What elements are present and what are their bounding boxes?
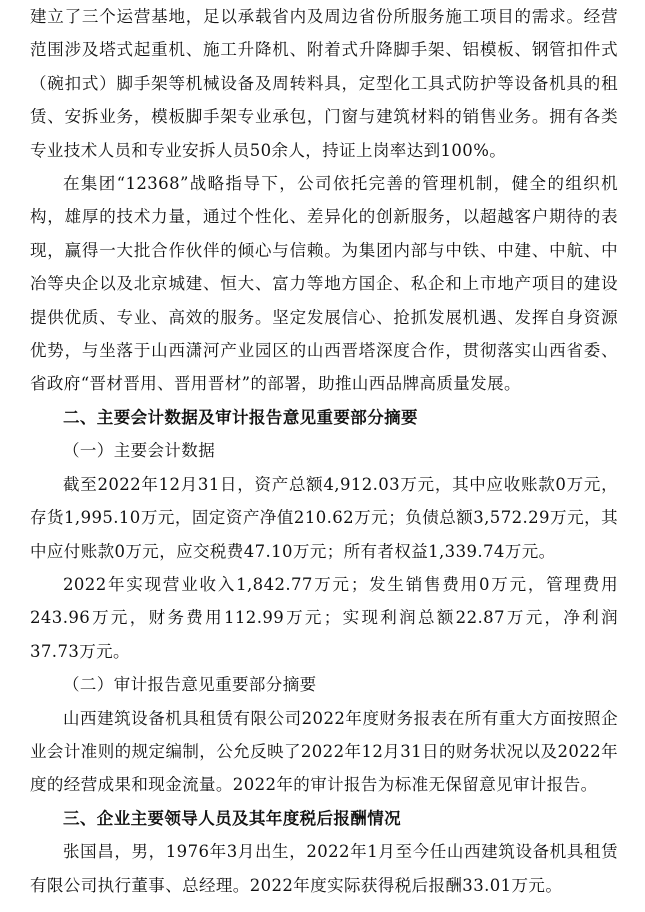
- section-heading-leadership: 三、企业主要领导人员及其年度税后报酬情况: [63, 808, 401, 828]
- subsection-heading-audit: （二）审计报告意见重要部分摘要: [63, 675, 317, 695]
- document-page: [30, 0, 618, 902]
- income-paragraph: 2022年实现营业收入1,842.77万元；发生销售费用0万元，管理费用243.96万元，财务费用112.99万元；实现利润总额22.87万元，净利润37.73万元。: [30, 574, 618, 661]
- audit-opinion-paragraph: 山西建筑设备机具租赁有限公司2022年度财务报表在所有重大方面按照企业会计准则的规定编制，公允反映了2022年12月31日的财务状况以及2022年度的经营成果和现金流量。2022年的审计报告为标准无保留意见审计报告。: [30, 708, 618, 795]
- leader-compensation-paragraph: 张国昌，男，1976年3月出生，2022年1月至今任山西建筑设备机具租赁有限公司执行董事、总经理。2022年度实际获得税后报酬33.01万元。: [30, 842, 618, 895]
- subsection-heading-accounting-data: （一）主要会计数据: [63, 441, 216, 461]
- balance-sheet-paragraph: 截至2022年12月31日，资产总额4,912.03万元，其中应收账款0万元，存货1,995.10万元，固定资产净值210.62万元；负债总额3,572.29万元，其中应付账款0万元，应交税费47.10万元；所有者权益1,339.74万元。: [30, 474, 618, 561]
- company-intro-paragraph: 建立了三个运营基地，足以承载省内及周边省份所服务施工项目的需求。经营范围涉及塔式起重机、施工升降机、附着式升降脚手架、铝模板、钢管扣件式（碗扣式）脚手架等机械设备及周转料具，定型化工具式防护等设备机具的租赁、安拆业务，模板脚手架专业承包，门窗与建筑材料的销售业务。拥有各类专业技术人员和专业安拆人员50余人，持证上岗率达到100%。: [30, 7, 618, 160]
- strategy-paragraph: 在集团“12368”战略指导下，公司依托完善的管理机制，健全的组织机构，雄厚的技术力量，通过个性化、差异化的创新服务，以超越客户期待的表现，赢得一大批合作伙伴的倾心与信赖。为集团内部与中铁、中建、中航、中冶等央企以及北京城建、恒大、富力等地方国企、私企和上市地产项目的建设提供优质、专业、高效的服务。坚定发展信心、抢抓发展机遇、发挥自身资源优势，与坐落于山西潇河产业园区的山西晋塔深度合作，贯彻落实山西省委、省政府“晋材晋用、晋用晋材”的部署，助推山西品牌高质量发展。: [30, 174, 618, 394]
- section-heading-accounting: 二、主要会计数据及审计报告意见重要部分摘要: [63, 407, 418, 427]
